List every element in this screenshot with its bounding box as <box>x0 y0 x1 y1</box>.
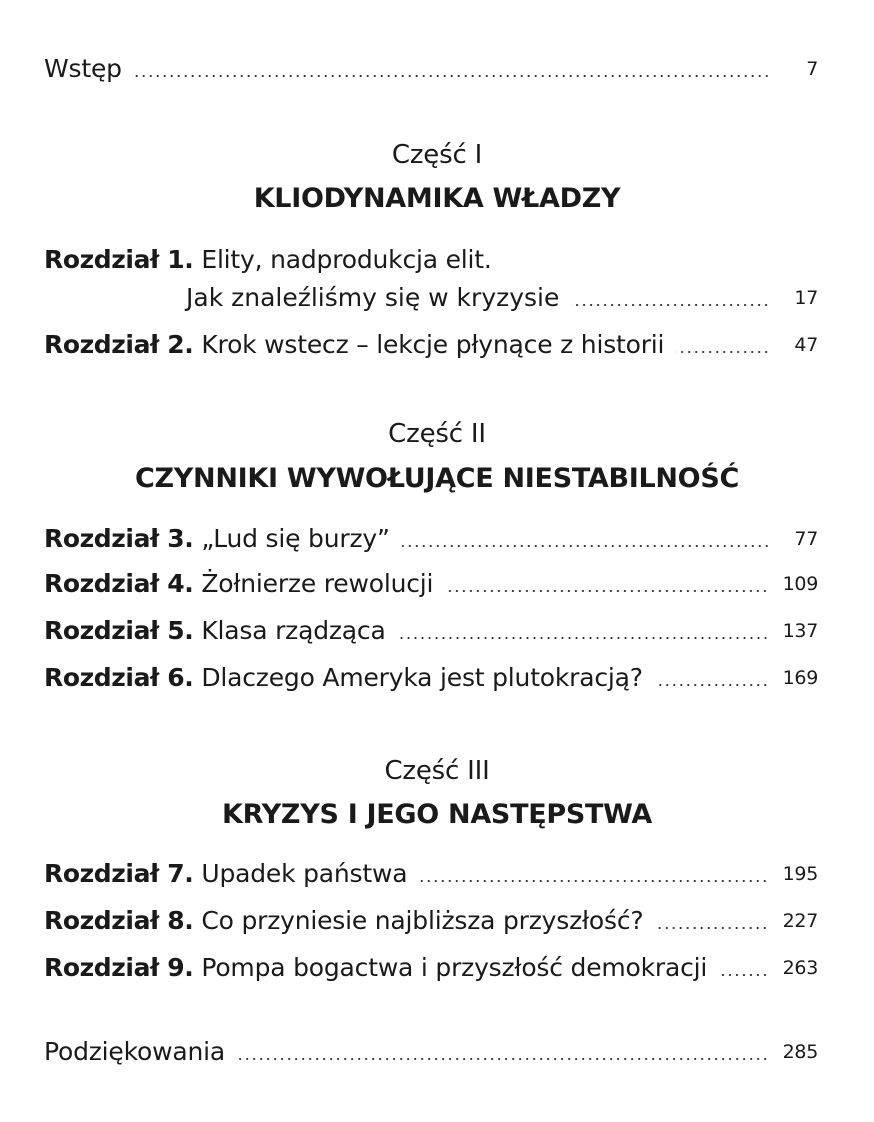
chapter-title: Upadek państwa <box>201 859 408 888</box>
page-number: 169 <box>782 667 818 689</box>
part-title: KRYZYS I JEGO NASTĘPSTWA <box>222 799 652 830</box>
chapter-title: „Lud się burzy” <box>201 524 390 553</box>
chapter-label: Rozdział 1. <box>44 245 194 274</box>
toc-entry-chapter-6[interactable] <box>44 661 818 695</box>
dot-leader <box>571 304 770 306</box>
toc-entry-chapter-4[interactable] <box>44 567 818 601</box>
dot-leader <box>419 880 768 882</box>
toc-entry-chapter-1-continued[interactable] <box>186 281 818 315</box>
part-heading: Część II <box>388 419 486 449</box>
page-number: 77 <box>794 528 818 550</box>
dot-leader <box>134 75 770 77</box>
dot-leader <box>676 351 770 353</box>
page-number: 47 <box>794 334 818 356</box>
toc-entry-chapter-7[interactable] <box>44 857 818 891</box>
chapter-label: Rozdział 8. <box>44 906 194 935</box>
toc-entry-chapter-2[interactable] <box>44 328 818 362</box>
page-number: 285 <box>782 1041 818 1063</box>
entry-title: Podziękowania <box>44 1037 225 1066</box>
chapter-title-line2: Jak znaleźliśmy się w kryzysie <box>186 283 560 312</box>
page-number: 263 <box>782 957 818 979</box>
page-number: 109 <box>782 573 818 595</box>
chapter-title: Żołnierze rewolucji <box>201 569 434 598</box>
page-number: 7 <box>806 58 818 80</box>
toc-entry-intro[interactable] <box>44 52 818 86</box>
page-number: 227 <box>782 910 818 932</box>
dot-leader <box>655 684 769 686</box>
chapter-label: Rozdział 3. <box>44 524 194 553</box>
chapter-label: Rozdział 7. <box>44 859 194 888</box>
toc-entry-chapter-8[interactable] <box>44 904 818 938</box>
dot-leader <box>655 927 768 929</box>
chapter-title: Co przyniesie najbliższa przyszłość? <box>201 906 644 935</box>
page-number: 17 <box>794 287 818 309</box>
toc-entry-chapter-9[interactable] <box>44 951 818 985</box>
chapter-title: Krok wstecz – lekcje płynące z historii <box>201 330 665 359</box>
chapter-title: Klasa rządząca <box>201 616 386 645</box>
chapter-title: Dlaczego Ameryka jest plutokracją? <box>201 663 643 692</box>
chapter-title-line1: Elity, nadprodukcja elit. <box>201 245 492 274</box>
chapter-label: Rozdział 6. <box>44 663 194 692</box>
page-number: 195 <box>782 863 818 885</box>
toc-entry-chapter-3[interactable] <box>44 522 818 556</box>
chapter-label: Rozdział 4. <box>44 569 194 598</box>
dot-leader <box>398 637 769 639</box>
entry-title: Wstęp <box>44 54 122 83</box>
part-title: KLIODYNAMIKA WŁADZY <box>253 183 621 214</box>
dot-leader <box>402 545 770 547</box>
part-heading: Część I <box>391 140 483 170</box>
part-heading: Część III <box>384 756 490 786</box>
part-title: CZYNNIKI WYWOŁUJĄCE NIESTABILNOŚĆ <box>134 463 739 494</box>
dot-leader <box>719 974 768 976</box>
dot-leader <box>445 590 768 592</box>
chapter-label: Rozdział 2. <box>44 330 194 359</box>
chapter-title: Pompa bogactwa i przyszłość demokracji <box>201 953 708 982</box>
chapter-label: Rozdział 5. <box>44 616 194 645</box>
toc-entry-acknowledgements[interactable] <box>44 1035 818 1069</box>
chapter-label: Rozdział 9. <box>44 953 194 982</box>
dot-leader <box>237 1058 769 1060</box>
toc-entry-chapter-5[interactable] <box>44 614 818 648</box>
toc-entry-chapter-1[interactable] <box>44 243 818 277</box>
page-number: 137 <box>782 620 818 642</box>
